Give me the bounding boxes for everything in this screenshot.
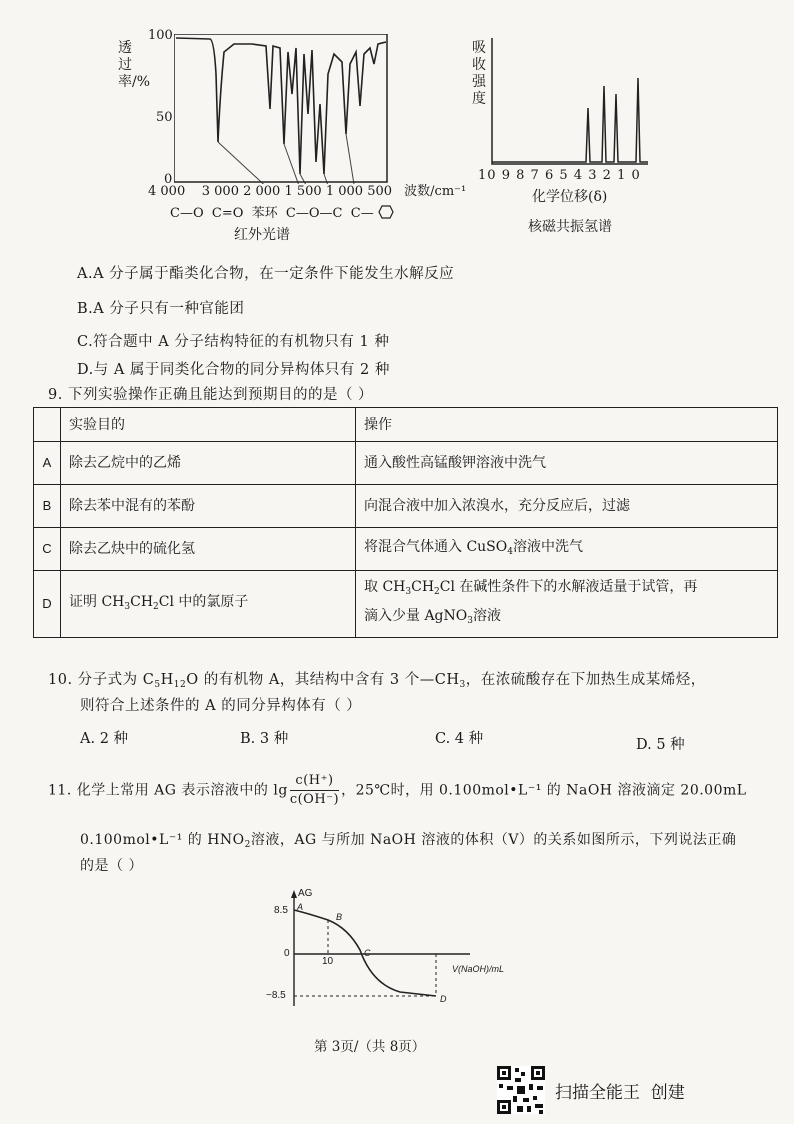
- q10-choice-d: D. 5 种: [636, 737, 685, 753]
- ir-bond-labels: [170, 202, 394, 221]
- nmr-x-tick: 2: [602, 168, 612, 183]
- nmr-x-tick: 6: [544, 168, 555, 183]
- ir-x-tick: 4 000: [148, 184, 186, 199]
- ag-x-tick-10: 10: [322, 956, 334, 967]
- q10-choice-b: B. 3 种: [240, 731, 289, 747]
- q9-table: [33, 407, 778, 638]
- q8-option-d: D.与 A 属于同类化合物的同分异构体只有 2 种: [77, 362, 390, 378]
- q11-line3: 的是（ ）: [80, 858, 143, 874]
- nmr-spectrum-figure: [470, 38, 660, 238]
- q9-stem: 9. 下列实验操作正确且能达到预期目的的是（ ）: [48, 387, 374, 403]
- ir-x-ticks: [148, 180, 466, 199]
- ir-spectrum-figure: [110, 22, 490, 247]
- table-row: [34, 442, 778, 485]
- subscript: 3: [459, 680, 466, 690]
- table-row: [34, 571, 778, 638]
- text: 取 CH: [364, 579, 406, 595]
- row-op: [356, 528, 778, 571]
- row-label: D: [34, 571, 61, 638]
- text: 将混合气体通入 CuSO: [364, 538, 508, 555]
- text: 溶液: [472, 608, 501, 624]
- row-op: 通入酸性高锰酸钾溶液中洗气: [356, 442, 778, 485]
- text: Cl 在碱性条件下的水解液适量于试管，再: [439, 579, 698, 595]
- row-label: A: [34, 442, 61, 485]
- ag-point-b-label: B: [336, 912, 343, 922]
- q10-line2: 则符合上述条件的 A 的同分异构体有（ ）: [80, 698, 362, 714]
- text: 滴入少量 AgNO: [364, 608, 468, 624]
- q8-option-b: B.A 分子只有一种官能团: [77, 301, 245, 317]
- ir-y-tick-0: 0: [164, 172, 173, 187]
- q10-choice-c: C. 4 种: [435, 731, 484, 747]
- text: H: [160, 672, 174, 688]
- fraction-denominator: c(OH⁻): [289, 792, 340, 807]
- ir-x-tick: 500: [367, 184, 393, 199]
- benzene-ring-icon: [378, 205, 394, 219]
- nmr-x-ticks: [478, 168, 641, 183]
- ir-y-tick-100: 100: [148, 28, 173, 43]
- ir-x-tick: 1 000: [325, 184, 364, 199]
- nmr-x-tick: 3: [588, 168, 598, 183]
- row-label: B: [34, 485, 61, 528]
- row-label: C: [34, 528, 61, 571]
- q10-choice-a: A. 2 种: [80, 731, 129, 747]
- text: Cl 中的氯原子: [158, 593, 249, 610]
- subscript: 2: [153, 601, 159, 612]
- row-op: 向混合液中加入浓溴水，充分反应后，过滤: [356, 485, 778, 528]
- table-header-op: 操作: [356, 408, 778, 442]
- subscript: 4: [507, 546, 513, 557]
- text: 0.100mol•L⁻¹ 的 HNO: [80, 832, 245, 848]
- ir-x-tick: 2 000: [243, 184, 281, 199]
- ir-bond-label: C—O: [170, 206, 204, 221]
- subscript: 5: [154, 680, 161, 690]
- ir-bond-label: 苯环: [251, 206, 278, 221]
- text: 10. 分子式为 C: [48, 672, 155, 688]
- ag-x-label: V(NaOH)/mL: [452, 964, 505, 974]
- text: 溶液中洗气: [512, 538, 583, 555]
- table-row: [34, 485, 778, 528]
- ag-y-tick-bottom: −8.5: [266, 990, 286, 1001]
- fraction-numerator: c(H⁺): [290, 772, 339, 791]
- ag-y-tick-top: 8.5: [274, 905, 288, 916]
- nmr-x-tick: 0: [631, 168, 641, 183]
- text: ，在浓硫酸存在下加热生成某烯烃，: [465, 672, 706, 688]
- nmr-plot: [490, 38, 650, 166]
- table-header-goal: 实验目的: [61, 408, 356, 442]
- table-row: [34, 528, 778, 571]
- ir-x-tick: 3 000: [201, 184, 239, 199]
- watermark-text: 扫描全能王 创建: [555, 1083, 685, 1103]
- text: 11. 化学上常用 AG 表示溶液中的 lg: [48, 782, 288, 799]
- q8-option-a: A.A 分子属于酯类化合物，在一定条件下能发生水解反应: [77, 266, 455, 282]
- text: 证明 CH: [69, 593, 125, 610]
- q11-line2: [80, 826, 736, 859]
- table-cell: [34, 408, 61, 442]
- text: CH: [411, 579, 435, 595]
- text: O 的有机物 A，其结构中含有 3 个—CH: [186, 672, 460, 688]
- subscript: 2: [244, 840, 251, 850]
- subscript: 3: [467, 616, 473, 626]
- op-line: [364, 604, 769, 633]
- subscript: 3: [124, 601, 131, 612]
- qr-code-icon: [497, 1066, 545, 1114]
- ag-point-d-label: D: [440, 994, 447, 1004]
- op-line: [364, 575, 769, 604]
- ag-graph: [260, 888, 540, 1016]
- ir-y-label: 透过率/%: [118, 40, 151, 90]
- ag-point-c-label: C: [364, 948, 371, 958]
- ag-point-a-label: A: [297, 902, 304, 912]
- ir-plot: [174, 34, 389, 184]
- ir-x-tick: 1 500: [284, 184, 322, 199]
- subscript: 12: [173, 680, 187, 690]
- page-number: 第 3页/（共 8页）: [314, 1039, 426, 1055]
- ir-x-label: 波数/cm⁻¹: [404, 184, 467, 199]
- nmr-x-tick: 4: [573, 168, 584, 183]
- row-goal: 除去苯中混有的苯酚: [61, 485, 356, 528]
- row-goal: 除去乙烷中的乙烯: [61, 442, 356, 485]
- nmr-x-tick: 5: [559, 168, 569, 183]
- subscript: 3: [405, 587, 412, 597]
- text: ，25℃时，用 0.100mol•L⁻¹ 的 NaOH 溶液滴定 20.00mL: [341, 782, 747, 799]
- nmr-x-tick: 8: [516, 168, 526, 183]
- table-header-row: [34, 408, 778, 442]
- text: 溶液，AG 与所加 NaOH 溶液的体积（V）的关系如图所示，下列说法正确: [250, 832, 737, 848]
- row-op: [356, 571, 778, 638]
- q8-option-c: C.符合题中 A 分子结构特征的有机物只有 1 种: [77, 334, 390, 350]
- ag-fraction: [290, 772, 339, 809]
- ir-bond-label: C—: [350, 206, 374, 221]
- ir-caption: 红外光谱: [234, 227, 290, 243]
- nmr-x-tick: 10: [478, 168, 497, 183]
- nmr-x-label: 化学位移(δ): [532, 189, 608, 205]
- nmr-caption: 核磁共振氢谱: [528, 219, 612, 235]
- row-goal: [61, 571, 356, 638]
- row-goal: 除去乙炔中的硫化氢: [61, 528, 356, 571]
- text: CH: [130, 593, 154, 610]
- subscript: 2: [434, 587, 440, 597]
- ir-bond-label: C=O: [211, 206, 244, 221]
- ag-y-tick-zero: 0: [284, 948, 290, 959]
- ir-bond-label: C—O—C: [285, 206, 343, 221]
- ag-y-label: AG: [298, 888, 313, 899]
- nmr-x-tick: 7: [530, 168, 540, 183]
- nmr-x-tick: 9: [501, 168, 511, 183]
- ir-y-tick-50: 50: [156, 110, 173, 125]
- nmr-x-tick: 1: [617, 168, 627, 183]
- nmr-y-label: 吸收强度: [472, 40, 486, 107]
- q11-line1: [48, 772, 747, 809]
